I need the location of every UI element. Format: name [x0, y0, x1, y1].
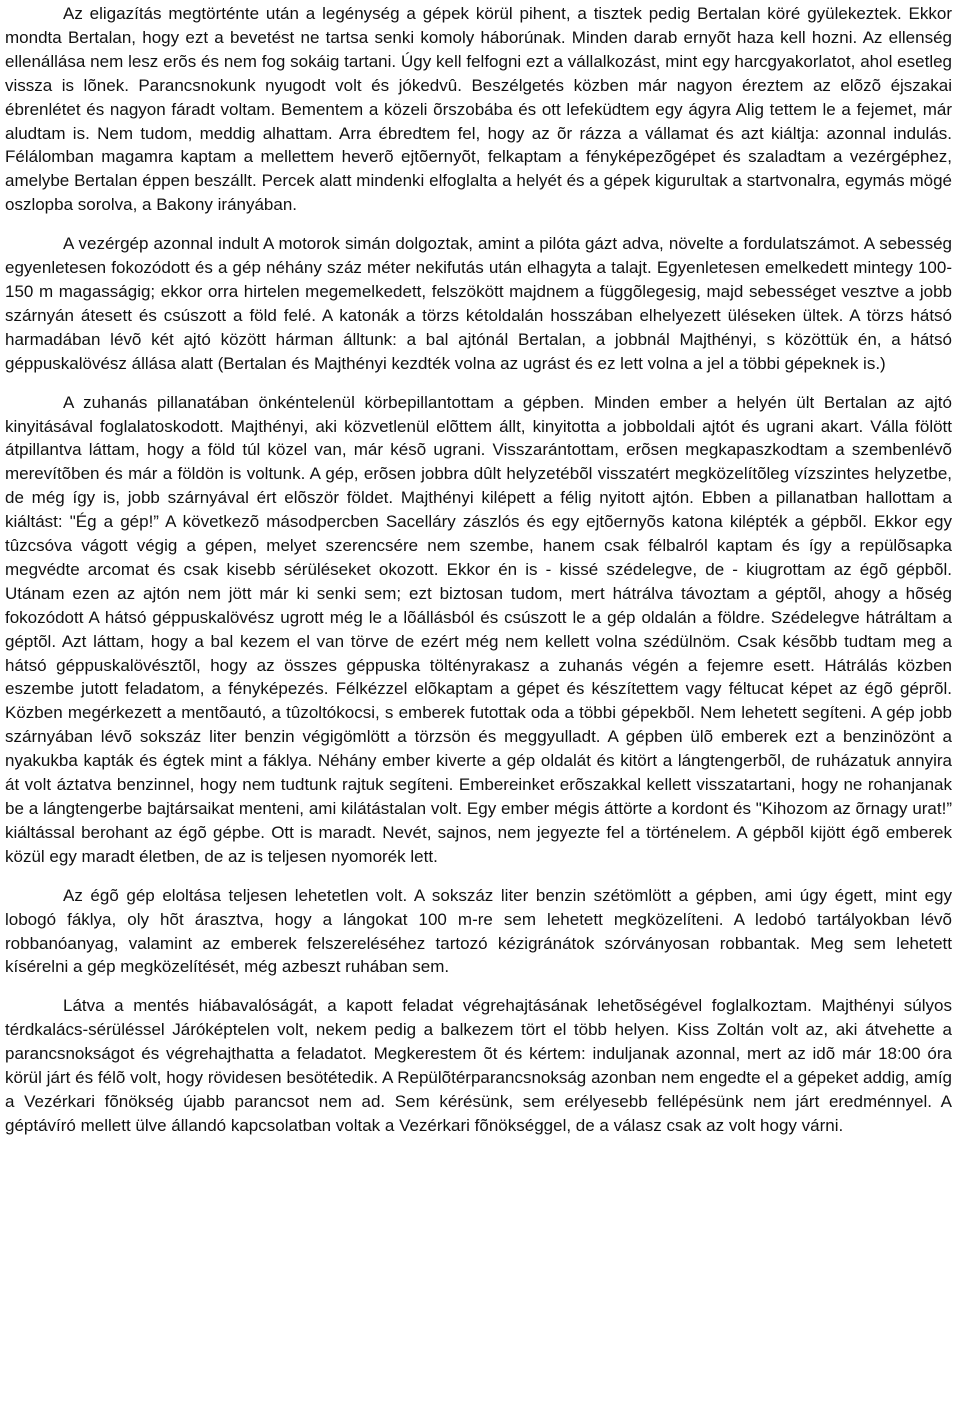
paragraph-takeoff: A vezérgép azonnal indult A motorok simán dolgoztak, amint a pilóta gázt adva, növelte a fordulatszámot. A sebesség egyenletesen fokozódott és a gép néhány száz méter nekifutás után elhagyta a talajt. Egyenletesen emelkedett mintegy 100-150 m magasságig; ekkor orra hirtelen megemelkedett, felszökött majdnem a függõlegesig, majd sebességet vesztve a jobb szárnyán átesett és csúszott a föld felé. A katonák a törzs kétoldalán hosszában elhelyezett üléseken ültek. A törzs hátsó harmadában lévõ két ajtó között hárman álltunk: a bal ajtónál Bertalan, a jobbnál Majthényi, s közöttük én, a hátsó géppuskalövész állása alatt (Bertalan és Majthényi kezdték volna az ugrást és ez lett volna a jel a többi gépeknek is.) — [5, 234, 952, 373]
paragraph-crash: A zuhanás pillanatában önkéntelenül körbepillantottam a gépben. Minden ember a helyén ült Bertalan az ajtó kinyitásával foglalatoskodott. Majthényi, aki közvetlenül elõttem állt, kinyitotta a jobboldali ajtót és ugrani akart. Válla fölött átpillantva láttam, hogy a föld túl közel van, már késõ ugrani. Visszarántottam, erõsen megkapaszkodtam a szembenlévõ merevítõben és már a földön is voltunk. A gép, erõsen jobbra dûlt helyzetébõl visszatért megközelítõleg vízszintes helyzetbe, de még így is, jobb szárnyával ért elõször földet. Majthényi kilépett a félig nyitott ajtón. Ebben a pillanatban hallottam a kiáltást: "Ég a gép!” A következõ másodpercben Sacelláry zászlós és egy ejtõernyõs katona kilépték a gépbõl. Ekkor egy tûzcsóva vágott végig a gépen, melyet szerencsére nem szembe, hanem csak félbalról kaptam és így a repülõsapka megvédte arcomat és csak kisebb sérüléseket okozott. Ekkor én is - kissé szédelegve, de - kiugrottam az égõ gépbõl. Utánam ezen az ajtón nem jött már ki senki sem; ezt biztosan tudom, mert hátrálva távoztam a géptõl, ahogy a hõség fokozódott A hátsó géppuskalövész ugrott még le a lõállásból és csúszott le a gép oldalán a földre. Szédelegve hátráltam a géptõl. Azt láttam, hogy a bal kezem el van törve de ezért még nem kellett volna szédülnöm. Csak késõbb tudtam meg a hátsó géppuskalövésztõl, hogy az összes géppuska töltényrakasz a zuhanás végén a fejemre esett. Hátrálás közben eszembe jutott feladatom, a fényképezés. Félkézzel elõkaptam a gépet és készítettem vagy féltucat képet az égõ géprõl. Közben megérkezett a mentõautó, a tûzoltókocsi, s emberek futottak oda a többi gépekbõl. Nem lehetett segíteni. A gép jobb szárnyában lévõ sokszáz liter benzin végigömlött a törzsön és meggyulladt. A gépben ülõ emberek ezt a benzinözönt a nyakukba kapták és égtek mint a fáklya. Néhány ember kiverte a gép oldalát és kitört a lángtengerbõl, de ruházatuk annyira át volt áztatva benzinnel, hogy nem tudtunk rajtuk segíteni. Embereinket erõszakkal kellett visszatartani, hogy ne rohanjanak be a lángtengerbe bajtársaikat menteni, ami kilátástalan volt. Egy ember mégis áttörte a kordont és "Kihozom az õrnagy urat!” kiáltással berohant az égõ gépbe. Ott is maradt. Nevét, sajnos, nem jegyezte fel a történelem. A gépbõl kijött égõ emberek közül egy maradt életben, de az is teljesen nyomorék lett. — [5, 392, 952, 866]
paragraph-aftermath: Látva a mentés hiábavalóságát, a kapott feladat végrehajtásának lehetõségével foglalkoztam. Majthényi súlyos térdkalács-sérüléssel Járóképtelen volt, nekem pedig a balkezem tört el több helyen. Kiss Zoltán volt az, aki átvehette a parancsnokságot és végrehajthatta a feladatot. Megkerestem õt és kértem: induljanak azonnal, mert az idõ már 18:00 óra körül járt és félõ volt, hogy rövidesen besötétedik. A Repülõtérparancsnokság azonban nem engedte el a gépeket addig, amíg a Vezérkari fõnökség újabb parancsot nem ad. Sem kérésünk, sem erélyesebb fellépésünk nem járt eredménnyel. A géptávíró mellett ülve állandó kapcsolatban voltak a Vezérkari fõnökséggel, de a válasz csak az volt hogy várni. — [5, 996, 952, 1135]
paragraph-briefing: Az eligazítás megtörténte után a legénység a gépek körül pihent, a tisztek pedig Bertalan köré gyülekeztek. Ekkor mondta Bertalan, hogy ezt a bevetést ne tartsa senki komoly háborúnak. Minden darab ernyõt haza kell hozni. Az ellenség ellenállása nem lesz erõs és nem fog sokáig tartani. Úgy kell felfogni ezt a vállalkozást, mint egy harcgyakorlatot, ahol esetleg vissza is lõnek. Parancsnokunk nyugodt volt és jókedvû. Beszélgetés közben már nagyon éreztem az elõzõ éjszakai ébrenlétet és nagyon fáradt voltam. Bementem a közeli õrszobába és ott lefeküdtem egy ágyra Alig tettem le a fejemet, már aludtam is. Nem tudom, meddig alhattam. Arra ébredtem fel, hogy az õr rázza a vállamat és azt kiáltja: azonnal indulás. Félálomban magamra kaptam a mellettem heverõ ejtõernyõt, felkaptam a fényképezõgépet és szaladtam a vezérgéphez, amelybe Bertalan éppen beszállt. Percek alatt mindenki elfoglalta a helyét és a gépek kigurultak a startvonalra, egymás mögé oszlopba sorolva, a Bakony irányában. — [5, 4, 952, 215]
paragraph-fire: Az égõ gép eloltása teljesen lehetetlen volt. A sokszáz liter benzin szétömlött a gépben, ami úgy égett, mint egy lobogó fáklya, oly hõt árasztva, hogy a lángokat 100 m-re sem lehetett megközelíteni. A ledobó tartályokban lévõ robbanóanyag, valamint az emberek felszereléséhez tartozó kézigránátok szórványosan robbantak. Meg sem lehetett kísérelni a gép megközelítését, még azbeszt ruhában sem. — [5, 885, 952, 977]
